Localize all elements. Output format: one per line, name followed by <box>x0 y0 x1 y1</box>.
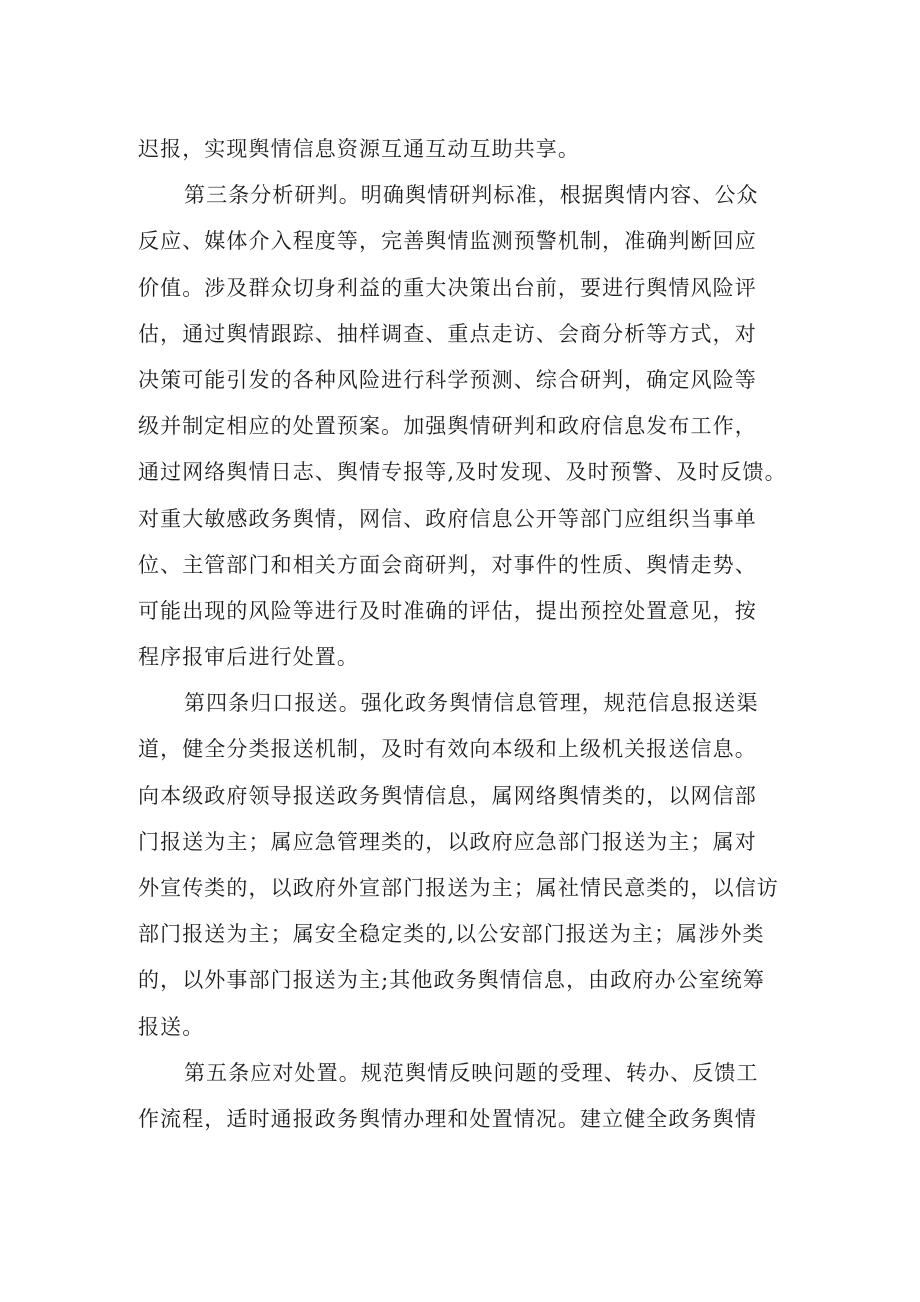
text-line: 部门报送为主；属安全稳定类的,以公安部门报送为主；属涉外类 <box>138 922 765 947</box>
text-line: 迟报，实现舆情信息资源互通互动互助共享。 <box>138 137 580 161</box>
document-body <box>138 126 794 1142</box>
paragraph-start-article-4: 第四条归口报送。强化政务舆情信息管理，规范信息报送渠 <box>184 691 759 716</box>
text-line: 通过网络舆情日志、舆情专报等,及时发现、及时预警、及时反馈。 <box>138 460 787 485</box>
text-line: 对重大敏感政务舆情，网信、政府信息公开等部门应组织当事单 <box>138 506 757 531</box>
text-line: 级并制定相应的处置预案。加强舆情研判和政府信息发布工作， <box>138 414 757 439</box>
paragraph-start-article-5: 第五条应对处置。规范舆情反映问题的受理、转办、反馈工 <box>184 1060 759 1085</box>
text-line: 门报送为主；属应急管理类的，以政府应急部门报送为主；属对 <box>138 829 757 854</box>
text-line: 位、主管部门和相关方面会商研判，对事件的性质、舆情走势、 <box>138 552 757 577</box>
text-line: 估，通过舆情跟踪、抽样调查、重点走访、会商分析等方式，对 <box>138 321 757 346</box>
paragraph-start-article-3: 第三条分析研判。明确舆情研判标准，根据舆情内容、公众 <box>184 183 759 208</box>
text-line: 程序报审后进行处置。 <box>138 645 359 670</box>
text-line: 道，健全分类报送机制，及时有效向本级和上级机关报送信息。 <box>138 737 757 762</box>
text-line: 反应、媒体介入程度等，完善舆情监测预警机制，准确判断回应 <box>138 229 757 254</box>
text-line: 的，以外事部门报送为主;其他政务舆情信息，由政府办公室统筹 <box>138 968 765 993</box>
text-line: 报送。 <box>138 1014 205 1039</box>
text-line: 决策可能引发的各种风险进行科学预测、综合研判，确定风险等 <box>138 367 757 392</box>
text-line: 向本级政府领导报送政务舆情信息，属网络舆情类的，以网信部 <box>138 783 757 808</box>
text-line: 作流程，适时通报政务舆情办理和处置情况。建立健全政务舆情 <box>138 1106 757 1131</box>
text-line: 外宣传类的，以政府外宣部门报送为主；属社情民意类的，以信访 <box>138 876 779 900</box>
text-line: 价值。涉及群众切身利益的重大决策出台前，要进行舆情风险评 <box>138 275 757 300</box>
text-line: 可能出现的风险等进行及时准确的评估，提出预控处置意见，按 <box>138 598 757 623</box>
